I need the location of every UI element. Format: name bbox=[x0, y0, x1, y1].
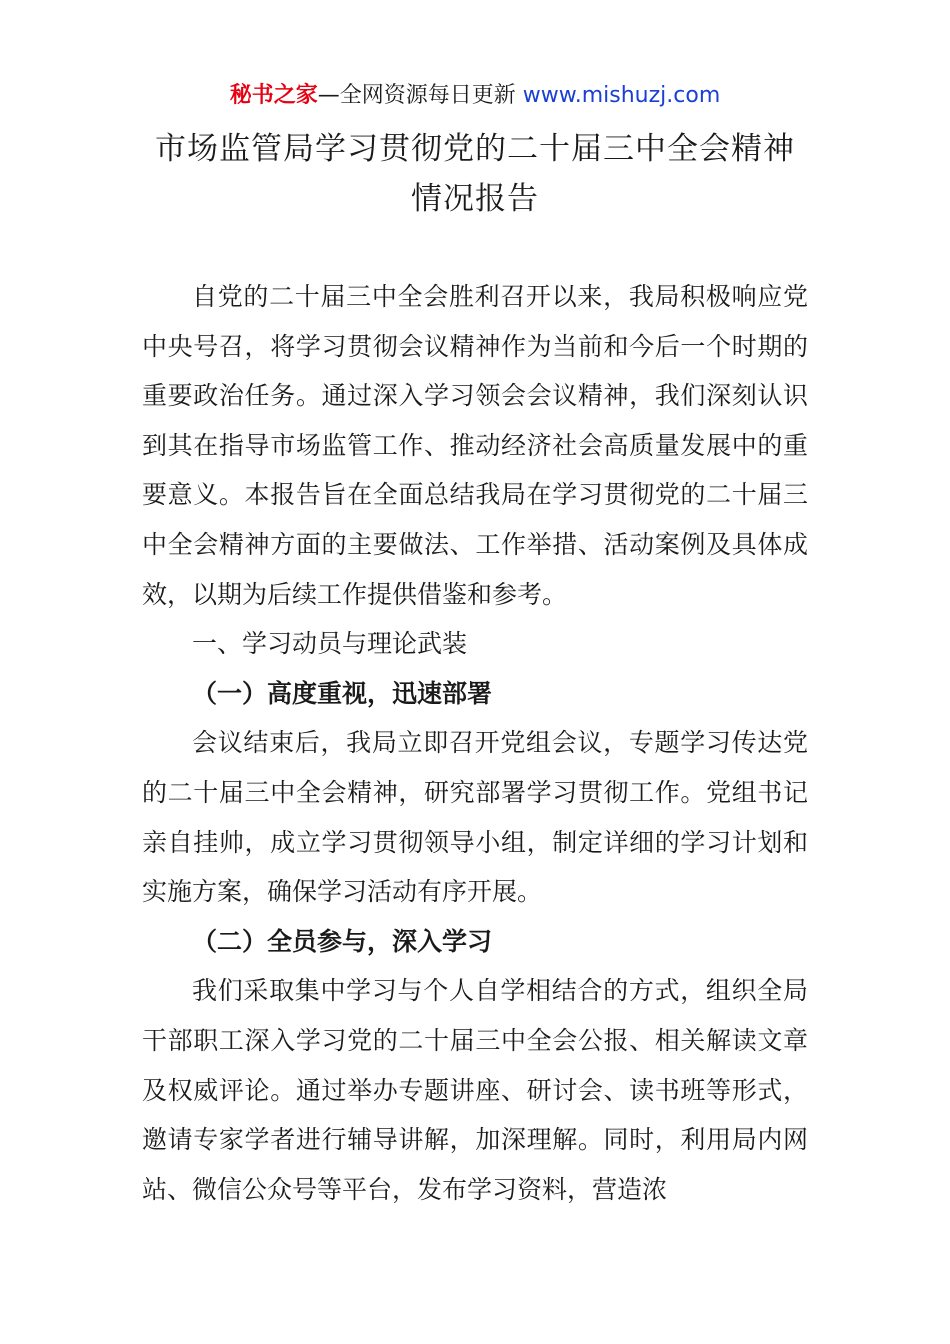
subsection-heading-2: （二）全员参与，深入学习 bbox=[192, 926, 493, 956]
document-body bbox=[142, 272, 808, 1214]
document-title bbox=[0, 124, 950, 224]
title-line-1: 市场监管局学习贯彻党的二十届三中全会精神 bbox=[155, 131, 795, 167]
section-heading: 一、学习动员与理论武装 bbox=[192, 629, 468, 659]
subsection-heading-1: （一）高度重视，迅速部署 bbox=[192, 678, 493, 708]
subsection-paragraph-1: 会议结束后，我局立即召开党组会议，专题学习传达党的二十届三中全会精神，研究部署学习贯彻工作。党组书记亲自挂帅，成立学习贯彻领导小组，制定详细的学习计划和实施方案，确保学习活动有序开展。 bbox=[142, 728, 808, 907]
site-url-link[interactable]: www.mishuzj.com bbox=[522, 83, 721, 108]
intro-paragraph: 自党的二十届三中全会胜利召开以来，我局积极响应党中央号召，将学习贯彻会议精神作为当前和今后一个时期的重要政治任务。通过深入学习领会会议精神，我们深刻认识到其在指导市场监管工作、推动经济社会高质量发展中的重要意义。本报告旨在全面总结我局在学习贯彻党的二十届三中全会精神方面的主要做法、工作举措、活动案例及具体成效，以期为后续工作提供借鉴和参考。 bbox=[142, 282, 808, 609]
title-line-2: 情况报告 bbox=[411, 181, 539, 217]
site-header bbox=[0, 80, 950, 112]
brand-name: 秘书之家 bbox=[229, 83, 318, 108]
subsection-paragraph-2: 我们采取集中学习与个人自学相结合的方式，组织全局干部职工深入学习党的二十届三中全会公报、相关解读文章及权威评论。通过举办专题讲座、研讨会、读书班等形式，邀请专家学者进行辅导讲解，加深理解。同时，利用局内网站、微信公众号等平台，发布学习资料，营造浓 bbox=[142, 976, 808, 1204]
header-tagline: —全网资源每日更新 bbox=[317, 83, 523, 108]
